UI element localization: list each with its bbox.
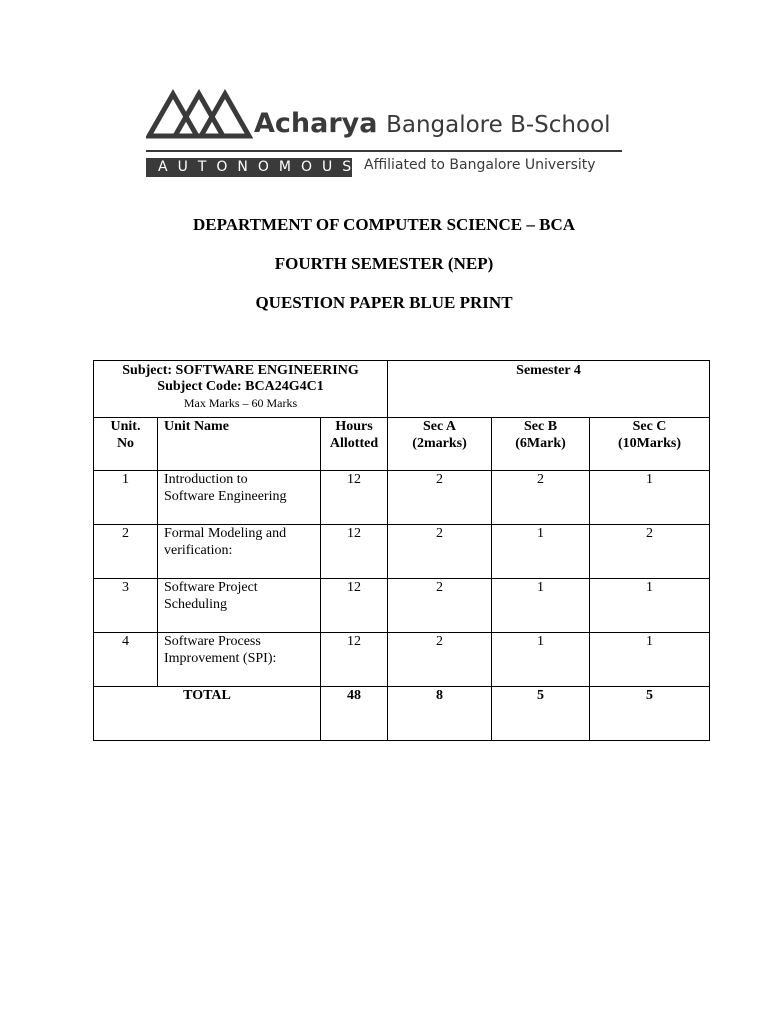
sec-b-cell: 1 [492, 579, 590, 633]
unit-name-line1: Introduction to [164, 472, 248, 487]
sec-c-cell: 2 [590, 525, 710, 579]
hours-header [321, 418, 388, 471]
unit-no-header-line1: Unit. [110, 419, 141, 434]
blueprint-table [93, 360, 710, 741]
triangle-mountains-icon [146, 88, 254, 140]
sec-c-header-line1: Sec C [632, 419, 667, 434]
affiliation-text: Affiliated to Bangalore University [364, 157, 596, 173]
sec-a-header-line2: (2marks) [412, 436, 467, 451]
unit-name-line1: Software Process [164, 634, 261, 649]
sec-c-cell: 1 [590, 633, 710, 687]
sec-b-header-line1: Sec B [523, 419, 558, 434]
unit-no-header [94, 418, 158, 471]
institution-logo [146, 88, 622, 182]
table-row [94, 633, 710, 687]
logo-divider [146, 150, 622, 152]
unit-name-line1: Formal Modeling and [164, 526, 287, 541]
sec-a-header-line1: Sec A [422, 419, 457, 434]
sec-c-cell: 1 [590, 471, 710, 525]
unit-no-cell: 3 [94, 579, 158, 633]
unit-name-header-text: Unit Name [164, 419, 229, 434]
hours-cell: 12 [321, 471, 388, 525]
unit-name-cell [158, 525, 321, 579]
sec-a-header [388, 418, 492, 471]
department-heading: DEPARTMENT OF COMPUTER SCIENCE – BCA [192, 215, 576, 234]
sec-a-cell: 2 [388, 579, 492, 633]
unit-name-header [158, 418, 321, 471]
table-row [94, 579, 710, 633]
hours-cell: 12 [321, 525, 388, 579]
hours-header-line2: Allotted [329, 436, 379, 451]
unit-name-cell [158, 471, 321, 525]
hours-cell: 12 [321, 633, 388, 687]
brand-bold: Acharya [254, 108, 378, 139]
unit-name-cell [158, 579, 321, 633]
brand-name [254, 108, 611, 139]
unit-no-header-line2: No [116, 436, 135, 451]
total-row [94, 687, 710, 741]
total-sec-a: 8 [388, 687, 492, 741]
unit-name-line2: Software Engineering [164, 489, 287, 504]
sec-b-cell: 2 [492, 471, 590, 525]
unit-name-cell [158, 633, 321, 687]
total-sec-b: 5 [492, 687, 590, 741]
subject-row [94, 361, 710, 418]
unit-no-cell: 1 [94, 471, 158, 525]
sec-c-header [590, 418, 710, 471]
sec-a-cell: 2 [388, 525, 492, 579]
document-title: QUESTION PAPER BLUE PRINT [255, 293, 513, 312]
hours-cell: 12 [321, 579, 388, 633]
subject-cell [94, 361, 388, 418]
table-row [94, 525, 710, 579]
header-row [94, 418, 710, 471]
sec-b-header-line2: (6Mark) [515, 436, 566, 451]
semester-cell [388, 361, 710, 418]
table-row [94, 471, 710, 525]
total-label: TOTAL [94, 687, 321, 741]
subject-code: Subject Code: BCA24G4C1 [157, 379, 324, 394]
sec-a-cell: 2 [388, 633, 492, 687]
sec-c-header-line2: (10Marks) [618, 436, 682, 451]
unit-no-cell: 4 [94, 633, 158, 687]
total-hours: 48 [321, 687, 388, 741]
sec-b-header [492, 418, 590, 471]
brand-rest: Bangalore B-School [386, 112, 611, 138]
sec-a-cell: 2 [388, 471, 492, 525]
unit-name-line1: Software Project [164, 580, 258, 595]
unit-name-line2: verification: [164, 543, 233, 558]
autonomous-banner: AUTONOMOUS [146, 158, 352, 177]
unit-no-cell: 2 [94, 525, 158, 579]
hours-header-line1: Hours [335, 419, 373, 434]
sec-c-cell: 1 [590, 579, 710, 633]
sec-b-cell: 1 [492, 633, 590, 687]
unit-name-line2: Improvement (SPI): [164, 651, 277, 666]
subject-name: Subject: SOFTWARE ENGINEERING [122, 363, 359, 378]
semester-heading: FOURTH SEMESTER (NEP) [274, 254, 494, 273]
total-sec-c: 5 [590, 687, 710, 741]
max-marks: Max Marks – 60 Marks [183, 396, 298, 410]
semester-label: Semester 4 [516, 363, 581, 378]
sec-b-cell: 1 [492, 525, 590, 579]
unit-name-line2: Scheduling [164, 597, 227, 612]
